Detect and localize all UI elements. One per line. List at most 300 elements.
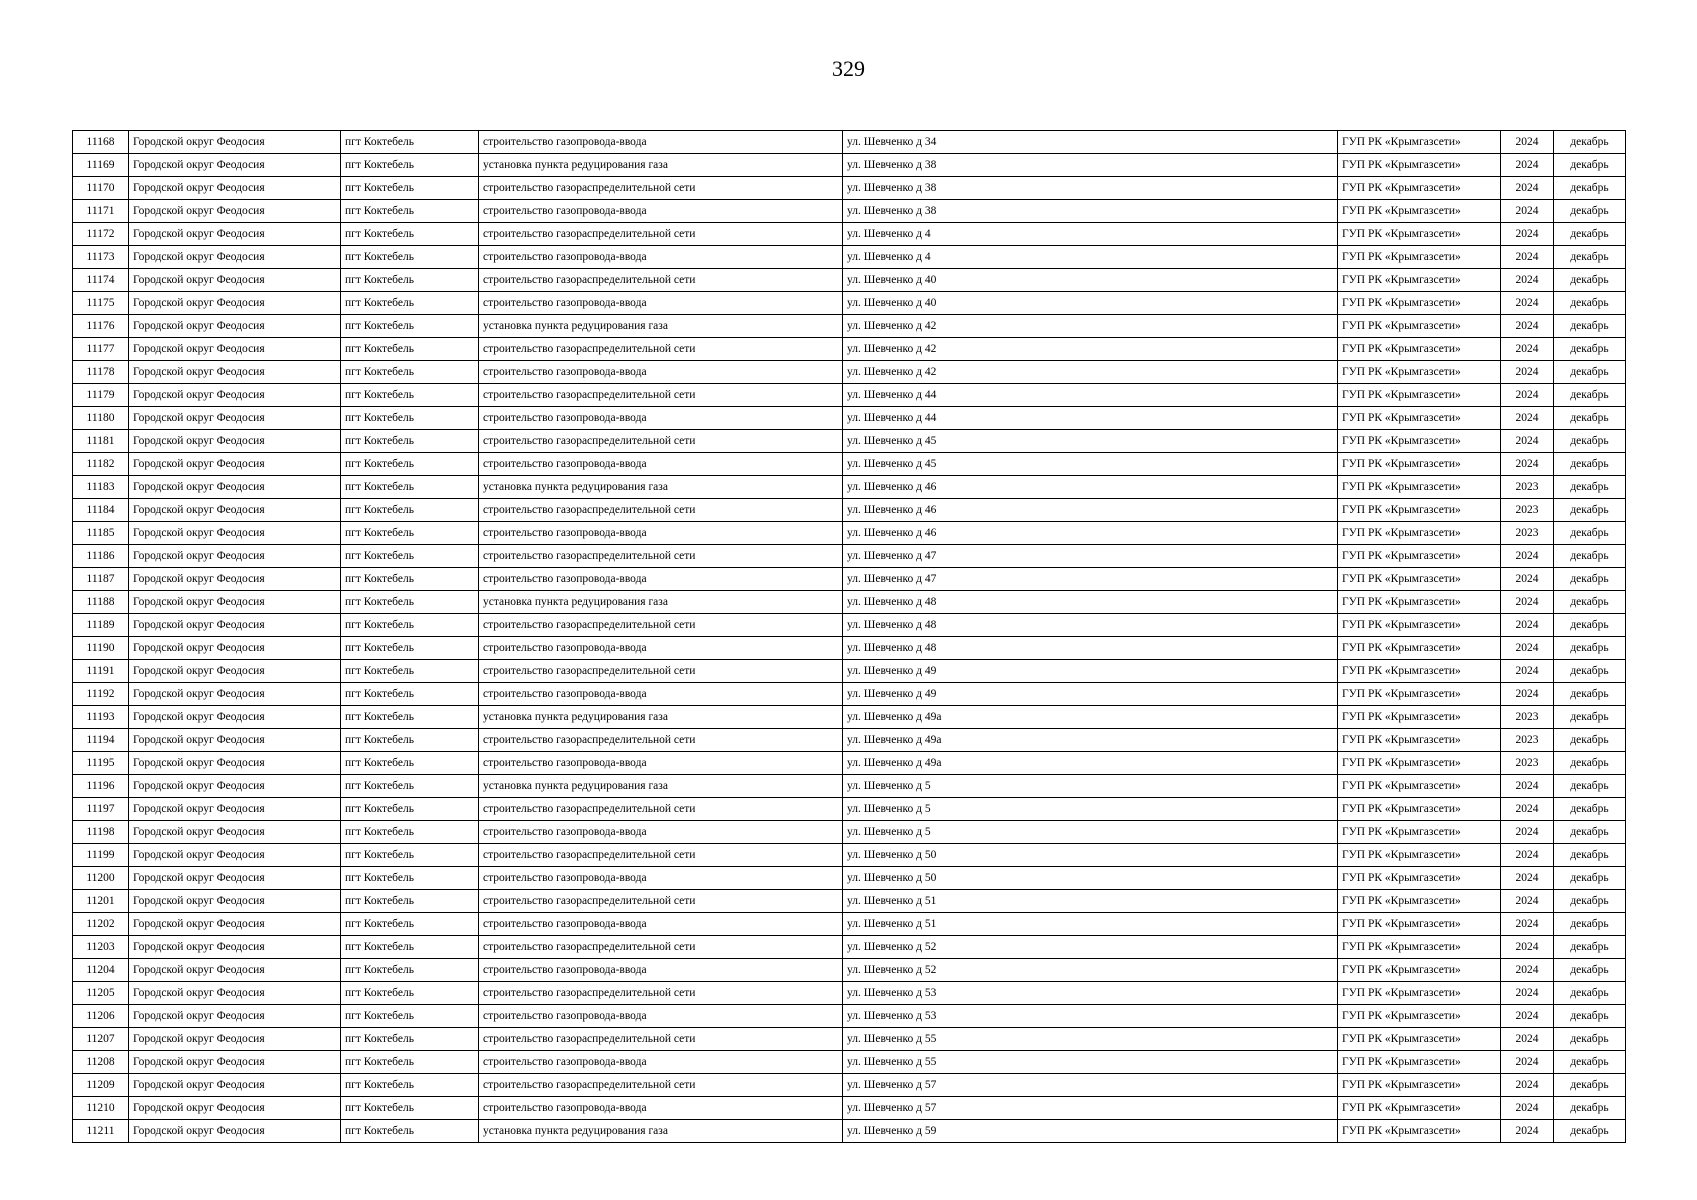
cell-month: декабрь	[1554, 568, 1626, 591]
cell-work-type: строительство газораспределительной сети	[479, 982, 843, 1005]
cell-district: Городской округ Феодосия	[129, 384, 341, 407]
cell-district: Городской округ Феодосия	[129, 821, 341, 844]
cell-address: ул. Шевченко д 49а	[843, 729, 1338, 752]
cell-settlement: пгт Коктебель	[341, 591, 479, 614]
cell-work-type: строительство газопровода-ввода	[479, 292, 843, 315]
table-row	[73, 1097, 1626, 1120]
cell-contractor: ГУП РК «Крымгазсети»	[1338, 683, 1501, 706]
cell-district: Городской округ Феодосия	[129, 798, 341, 821]
cell-month: декабрь	[1554, 683, 1626, 706]
cell-row-number: 11209	[73, 1074, 129, 1097]
cell-address: ул. Шевченко д 51	[843, 913, 1338, 936]
cell-work-type: строительство газопровода-ввода	[479, 246, 843, 269]
cell-contractor: ГУП РК «Крымгазсети»	[1338, 177, 1501, 200]
cell-work-type: строительство газораспределительной сети	[479, 936, 843, 959]
cell-contractor: ГУП РК «Крымгазсети»	[1338, 1097, 1501, 1120]
cell-district: Городской округ Феодосия	[129, 775, 341, 798]
cell-work-type: строительство газораспределительной сети	[479, 338, 843, 361]
cell-contractor: ГУП РК «Крымгазсети»	[1338, 453, 1501, 476]
table-row	[73, 1005, 1626, 1028]
cell-address: ул. Шевченко д 34	[843, 131, 1338, 154]
cell-settlement: пгт Коктебель	[341, 1074, 479, 1097]
cell-contractor: ГУП РК «Крымгазсети»	[1338, 867, 1501, 890]
cell-district: Городской округ Феодосия	[129, 361, 341, 384]
cell-work-type: строительство газопровода-ввода	[479, 913, 843, 936]
table-row	[73, 867, 1626, 890]
cell-district: Городской округ Феодосия	[129, 982, 341, 1005]
cell-work-type: строительство газораспределительной сети	[479, 660, 843, 683]
cell-work-type: строительство газопровода-ввода	[479, 361, 843, 384]
cell-address: ул. Шевченко д 59	[843, 1120, 1338, 1143]
cell-work-type: строительство газораспределительной сети	[479, 499, 843, 522]
cell-year: 2024	[1501, 660, 1554, 683]
cell-contractor: ГУП РК «Крымгазсети»	[1338, 752, 1501, 775]
cell-address: ул. Шевченко д 38	[843, 200, 1338, 223]
table-row	[73, 476, 1626, 499]
table-row	[73, 821, 1626, 844]
cell-address: ул. Шевченко д 42	[843, 338, 1338, 361]
cell-work-type: строительство газопровода-ввода	[479, 522, 843, 545]
cell-year: 2024	[1501, 798, 1554, 821]
cell-district: Городской округ Феодосия	[129, 660, 341, 683]
cell-row-number: 11177	[73, 338, 129, 361]
cell-work-type: строительство газопровода-ввода	[479, 821, 843, 844]
cell-work-type: строительство газораспределительной сети	[479, 1074, 843, 1097]
cell-district: Городской округ Феодосия	[129, 890, 341, 913]
cell-month: декабрь	[1554, 1097, 1626, 1120]
cell-district: Городской округ Феодосия	[129, 200, 341, 223]
cell-work-type: строительство газораспределительной сети	[479, 729, 843, 752]
cell-month: декабрь	[1554, 821, 1626, 844]
cell-contractor: ГУП РК «Крымгазсети»	[1338, 407, 1501, 430]
cell-work-type: установка пункта редуцирования газа	[479, 154, 843, 177]
cell-address: ул. Шевченко д 5	[843, 775, 1338, 798]
cell-district: Городской округ Феодосия	[129, 177, 341, 200]
cell-district: Городской округ Феодосия	[129, 269, 341, 292]
cell-district: Городской округ Феодосия	[129, 1074, 341, 1097]
cell-year: 2024	[1501, 775, 1554, 798]
cell-year: 2023	[1501, 729, 1554, 752]
cell-settlement: пгт Коктебель	[341, 154, 479, 177]
cell-settlement: пгт Коктебель	[341, 545, 479, 568]
cell-address: ул. Шевченко д 57	[843, 1097, 1338, 1120]
cell-settlement: пгт Коктебель	[341, 131, 479, 154]
cell-district: Городской округ Феодосия	[129, 223, 341, 246]
cell-district: Городской округ Феодосия	[129, 154, 341, 177]
table-row	[73, 959, 1626, 982]
cell-row-number: 11179	[73, 384, 129, 407]
table-row	[73, 568, 1626, 591]
cell-work-type: установка пункта редуцирования газа	[479, 591, 843, 614]
cell-row-number: 11186	[73, 545, 129, 568]
cell-work-type: установка пункта редуцирования газа	[479, 706, 843, 729]
cell-settlement: пгт Коктебель	[341, 752, 479, 775]
registry-body	[73, 131, 1626, 1143]
cell-year: 2024	[1501, 315, 1554, 338]
cell-settlement: пгт Коктебель	[341, 683, 479, 706]
cell-row-number: 11187	[73, 568, 129, 591]
cell-contractor: ГУП РК «Крымгазсети»	[1338, 476, 1501, 499]
cell-year: 2024	[1501, 223, 1554, 246]
cell-month: декабрь	[1554, 752, 1626, 775]
cell-year: 2024	[1501, 936, 1554, 959]
cell-contractor: ГУП РК «Крымгазсети»	[1338, 775, 1501, 798]
cell-year: 2023	[1501, 522, 1554, 545]
cell-contractor: ГУП РК «Крымгазсети»	[1338, 315, 1501, 338]
cell-row-number: 11190	[73, 637, 129, 660]
cell-row-number: 11201	[73, 890, 129, 913]
cell-work-type: установка пункта редуцирования газа	[479, 775, 843, 798]
cell-row-number: 11178	[73, 361, 129, 384]
cell-month: декабрь	[1554, 1074, 1626, 1097]
table-row	[73, 936, 1626, 959]
table-row	[73, 982, 1626, 1005]
table-row	[73, 407, 1626, 430]
cell-settlement: пгт Коктебель	[341, 913, 479, 936]
cell-month: декабрь	[1554, 476, 1626, 499]
cell-work-type: строительство газопровода-ввода	[479, 200, 843, 223]
table-row	[73, 1120, 1626, 1143]
cell-address: ул. Шевченко д 46	[843, 476, 1338, 499]
cell-district: Городской округ Феодосия	[129, 338, 341, 361]
table-row	[73, 499, 1626, 522]
cell-address: ул. Шевченко д 52	[843, 959, 1338, 982]
cell-contractor: ГУП РК «Крымгазсети»	[1338, 591, 1501, 614]
cell-year: 2024	[1501, 637, 1554, 660]
cell-year: 2024	[1501, 246, 1554, 269]
table-row	[73, 292, 1626, 315]
cell-contractor: ГУП РК «Крымгазсети»	[1338, 959, 1501, 982]
cell-contractor: ГУП РК «Крымгазсети»	[1338, 1005, 1501, 1028]
cell-row-number: 11185	[73, 522, 129, 545]
cell-row-number: 11210	[73, 1097, 129, 1120]
cell-settlement: пгт Коктебель	[341, 660, 479, 683]
cell-settlement: пгт Коктебель	[341, 729, 479, 752]
cell-month: декабрь	[1554, 131, 1626, 154]
table-row	[73, 752, 1626, 775]
cell-row-number: 11197	[73, 798, 129, 821]
cell-address: ул. Шевченко д 50	[843, 867, 1338, 890]
cell-district: Городской округ Феодосия	[129, 545, 341, 568]
cell-district: Городской округ Феодосия	[129, 1120, 341, 1143]
cell-year: 2024	[1501, 614, 1554, 637]
cell-address: ул. Шевченко д 53	[843, 1005, 1338, 1028]
table-row	[73, 338, 1626, 361]
cell-year: 2024	[1501, 407, 1554, 430]
cell-settlement: пгт Коктебель	[341, 200, 479, 223]
cell-contractor: ГУП РК «Крымгазсети»	[1338, 1120, 1501, 1143]
cell-district: Городской округ Феодосия	[129, 683, 341, 706]
cell-year: 2024	[1501, 1051, 1554, 1074]
cell-row-number: 11188	[73, 591, 129, 614]
cell-settlement: пгт Коктебель	[341, 292, 479, 315]
cell-row-number: 11174	[73, 269, 129, 292]
cell-address: ул. Шевченко д 48	[843, 614, 1338, 637]
cell-month: декабрь	[1554, 154, 1626, 177]
cell-row-number: 11176	[73, 315, 129, 338]
cell-address: ул. Шевченко д 4	[843, 223, 1338, 246]
cell-district: Городской округ Феодосия	[129, 729, 341, 752]
table-row	[73, 545, 1626, 568]
cell-district: Городской округ Феодосия	[129, 752, 341, 775]
cell-address: ул. Шевченко д 45	[843, 453, 1338, 476]
table-row	[73, 177, 1626, 200]
cell-address: ул. Шевченко д 47	[843, 545, 1338, 568]
cell-settlement: пгт Коктебель	[341, 821, 479, 844]
cell-month: декабрь	[1554, 499, 1626, 522]
cell-settlement: пгт Коктебель	[341, 315, 479, 338]
cell-work-type: строительство газораспределительной сети	[479, 545, 843, 568]
cell-year: 2024	[1501, 131, 1554, 154]
cell-row-number: 11169	[73, 154, 129, 177]
cell-address: ул. Шевченко д 40	[843, 269, 1338, 292]
cell-district: Городской округ Феодосия	[129, 407, 341, 430]
cell-row-number: 11181	[73, 430, 129, 453]
cell-district: Городской округ Феодосия	[129, 591, 341, 614]
cell-month: декабрь	[1554, 844, 1626, 867]
cell-district: Городской округ Феодосия	[129, 1097, 341, 1120]
cell-district: Городской округ Феодосия	[129, 430, 341, 453]
cell-month: декабрь	[1554, 177, 1626, 200]
cell-work-type: строительство газопровода-ввода	[479, 568, 843, 591]
cell-settlement: пгт Коктебель	[341, 522, 479, 545]
cell-month: декабрь	[1554, 315, 1626, 338]
cell-work-type: строительство газораспределительной сети	[479, 430, 843, 453]
cell-settlement: пгт Коктебель	[341, 568, 479, 591]
cell-address: ул. Шевченко д 49а	[843, 706, 1338, 729]
cell-address: ул. Шевченко д 51	[843, 890, 1338, 913]
cell-year: 2024	[1501, 568, 1554, 591]
cell-contractor: ГУП РК «Крымгазсети»	[1338, 384, 1501, 407]
cell-settlement: пгт Коктебель	[341, 867, 479, 890]
cell-month: декабрь	[1554, 637, 1626, 660]
cell-contractor: ГУП РК «Крымгазсети»	[1338, 246, 1501, 269]
cell-year: 2024	[1501, 384, 1554, 407]
table-row	[73, 361, 1626, 384]
cell-settlement: пгт Коктебель	[341, 775, 479, 798]
cell-contractor: ГУП РК «Крымгазсети»	[1338, 1051, 1501, 1074]
cell-row-number: 11172	[73, 223, 129, 246]
cell-address: ул. Шевченко д 45	[843, 430, 1338, 453]
cell-row-number: 11171	[73, 200, 129, 223]
cell-contractor: ГУП РК «Крымгазсети»	[1338, 269, 1501, 292]
cell-year: 2024	[1501, 683, 1554, 706]
cell-work-type: строительство газораспределительной сети	[479, 890, 843, 913]
table-row	[73, 798, 1626, 821]
cell-month: декабрь	[1554, 1120, 1626, 1143]
cell-address: ул. Шевченко д 4	[843, 246, 1338, 269]
cell-contractor: ГУП РК «Крымгазсети»	[1338, 568, 1501, 591]
cell-month: декабрь	[1554, 913, 1626, 936]
cell-settlement: пгт Коктебель	[341, 269, 479, 292]
cell-address: ул. Шевченко д 49	[843, 660, 1338, 683]
table-row	[73, 890, 1626, 913]
cell-contractor: ГУП РК «Крымгазсети»	[1338, 913, 1501, 936]
cell-contractor: ГУП РК «Крымгазсети»	[1338, 821, 1501, 844]
cell-year: 2024	[1501, 453, 1554, 476]
cell-district: Городской округ Феодосия	[129, 614, 341, 637]
cell-contractor: ГУП РК «Крымгазсети»	[1338, 936, 1501, 959]
cell-row-number: 11195	[73, 752, 129, 775]
cell-year: 2023	[1501, 752, 1554, 775]
cell-month: декабрь	[1554, 246, 1626, 269]
cell-month: декабрь	[1554, 223, 1626, 246]
cell-settlement: пгт Коктебель	[341, 1005, 479, 1028]
cell-row-number: 11206	[73, 1005, 129, 1028]
cell-work-type: строительство газопровода-ввода	[479, 1005, 843, 1028]
cell-address: ул. Шевченко д 48	[843, 591, 1338, 614]
cell-contractor: ГУП РК «Крымгазсети»	[1338, 614, 1501, 637]
cell-district: Городской округ Феодосия	[129, 936, 341, 959]
cell-row-number: 11193	[73, 706, 129, 729]
cell-address: ул. Шевченко д 50	[843, 844, 1338, 867]
cell-contractor: ГУП РК «Крымгазсети»	[1338, 361, 1501, 384]
table-row	[73, 200, 1626, 223]
cell-work-type: строительство газопровода-ввода	[479, 131, 843, 154]
cell-settlement: пгт Коктебель	[341, 384, 479, 407]
cell-work-type: строительство газопровода-ввода	[479, 637, 843, 660]
cell-month: декабрь	[1554, 453, 1626, 476]
cell-work-type: строительство газораспределительной сети	[479, 223, 843, 246]
cell-address: ул. Шевченко д 48	[843, 637, 1338, 660]
cell-row-number: 11202	[73, 913, 129, 936]
table-row	[73, 131, 1626, 154]
cell-settlement: пгт Коктебель	[341, 982, 479, 1005]
cell-work-type: строительство газопровода-ввода	[479, 1097, 843, 1120]
table-row	[73, 913, 1626, 936]
registry-table	[72, 130, 1626, 1143]
cell-district: Городской округ Феодосия	[129, 1051, 341, 1074]
cell-contractor: ГУП РК «Крымгазсети»	[1338, 223, 1501, 246]
cell-work-type: строительство газопровода-ввода	[479, 867, 843, 890]
cell-contractor: ГУП РК «Крымгазсети»	[1338, 844, 1501, 867]
cell-month: декабрь	[1554, 292, 1626, 315]
cell-month: декабрь	[1554, 522, 1626, 545]
cell-address: ул. Шевченко д 57	[843, 1074, 1338, 1097]
cell-year: 2024	[1501, 292, 1554, 315]
cell-row-number: 11170	[73, 177, 129, 200]
cell-district: Городской округ Феодосия	[129, 568, 341, 591]
cell-month: декабрь	[1554, 269, 1626, 292]
cell-contractor: ГУП РК «Крымгазсети»	[1338, 522, 1501, 545]
cell-address: ул. Шевченко д 49а	[843, 752, 1338, 775]
cell-year: 2024	[1501, 200, 1554, 223]
cell-settlement: пгт Коктебель	[341, 614, 479, 637]
cell-year: 2024	[1501, 1120, 1554, 1143]
cell-year: 2024	[1501, 591, 1554, 614]
cell-contractor: ГУП РК «Крымгазсети»	[1338, 798, 1501, 821]
cell-row-number: 11189	[73, 614, 129, 637]
cell-month: декабрь	[1554, 890, 1626, 913]
table-row	[73, 315, 1626, 338]
cell-row-number: 11208	[73, 1051, 129, 1074]
cell-work-type: строительство газопровода-ввода	[479, 959, 843, 982]
cell-row-number: 11180	[73, 407, 129, 430]
cell-settlement: пгт Коктебель	[341, 407, 479, 430]
cell-contractor: ГУП РК «Крымгазсети»	[1338, 131, 1501, 154]
cell-address: ул. Шевченко д 49	[843, 683, 1338, 706]
table-row	[73, 384, 1626, 407]
cell-settlement: пгт Коктебель	[341, 246, 479, 269]
cell-settlement: пгт Коктебель	[341, 361, 479, 384]
table-row	[73, 706, 1626, 729]
cell-settlement: пгт Коктебель	[341, 1051, 479, 1074]
cell-work-type: установка пункта редуцирования газа	[479, 476, 843, 499]
cell-year: 2024	[1501, 1005, 1554, 1028]
cell-district: Городской округ Феодосия	[129, 913, 341, 936]
cell-settlement: пгт Коктебель	[341, 637, 479, 660]
table-row	[73, 246, 1626, 269]
cell-row-number: 11183	[73, 476, 129, 499]
cell-address: ул. Шевченко д 5	[843, 821, 1338, 844]
cell-year: 2024	[1501, 913, 1554, 936]
cell-year: 2024	[1501, 177, 1554, 200]
cell-address: ул. Шевченко д 38	[843, 177, 1338, 200]
cell-work-type: строительство газораспределительной сети	[479, 269, 843, 292]
cell-month: декабрь	[1554, 798, 1626, 821]
cell-contractor: ГУП РК «Крымгазсети»	[1338, 430, 1501, 453]
cell-row-number: 11200	[73, 867, 129, 890]
cell-row-number: 11173	[73, 246, 129, 269]
cell-district: Городской округ Феодосия	[129, 292, 341, 315]
cell-month: декабрь	[1554, 1028, 1626, 1051]
cell-work-type: строительство газораспределительной сети	[479, 614, 843, 637]
table-row	[73, 269, 1626, 292]
table-row	[73, 637, 1626, 660]
cell-month: декабрь	[1554, 660, 1626, 683]
cell-settlement: пгт Коктебель	[341, 223, 479, 246]
table-row	[73, 154, 1626, 177]
cell-work-type: установка пункта редуцирования газа	[479, 1120, 843, 1143]
cell-month: декабрь	[1554, 614, 1626, 637]
cell-month: декабрь	[1554, 545, 1626, 568]
cell-contractor: ГУП РК «Крымгазсети»	[1338, 729, 1501, 752]
cell-year: 2023	[1501, 706, 1554, 729]
cell-work-type: строительство газопровода-ввода	[479, 407, 843, 430]
table-row	[73, 591, 1626, 614]
cell-contractor: ГУП РК «Крымгазсети»	[1338, 338, 1501, 361]
cell-month: декабрь	[1554, 338, 1626, 361]
cell-month: декабрь	[1554, 384, 1626, 407]
cell-row-number: 11196	[73, 775, 129, 798]
cell-year: 2024	[1501, 430, 1554, 453]
cell-contractor: ГУП РК «Крымгазсети»	[1338, 499, 1501, 522]
cell-row-number: 11205	[73, 982, 129, 1005]
cell-month: декабрь	[1554, 430, 1626, 453]
cell-contractor: ГУП РК «Крымгазсети»	[1338, 1074, 1501, 1097]
cell-address: ул. Шевченко д 42	[843, 315, 1338, 338]
cell-month: декабрь	[1554, 706, 1626, 729]
cell-settlement: пгт Коктебель	[341, 959, 479, 982]
cell-work-type: строительство газораспределительной сети	[479, 844, 843, 867]
cell-settlement: пгт Коктебель	[341, 936, 479, 959]
table-row	[73, 614, 1626, 637]
cell-contractor: ГУП РК «Крымгазсети»	[1338, 890, 1501, 913]
table-row	[73, 1028, 1626, 1051]
cell-address: ул. Шевченко д 44	[843, 407, 1338, 430]
cell-district: Городской округ Феодосия	[129, 499, 341, 522]
cell-month: декабрь	[1554, 361, 1626, 384]
cell-settlement: пгт Коктебель	[341, 499, 479, 522]
cell-work-type: строительство газопровода-ввода	[479, 683, 843, 706]
cell-address: ул. Шевченко д 55	[843, 1051, 1338, 1074]
table-row	[73, 683, 1626, 706]
cell-month: декабрь	[1554, 1051, 1626, 1074]
cell-row-number: 11182	[73, 453, 129, 476]
cell-year: 2024	[1501, 867, 1554, 890]
cell-contractor: ГУП РК «Крымгазсети»	[1338, 706, 1501, 729]
cell-address: ул. Шевченко д 42	[843, 361, 1338, 384]
